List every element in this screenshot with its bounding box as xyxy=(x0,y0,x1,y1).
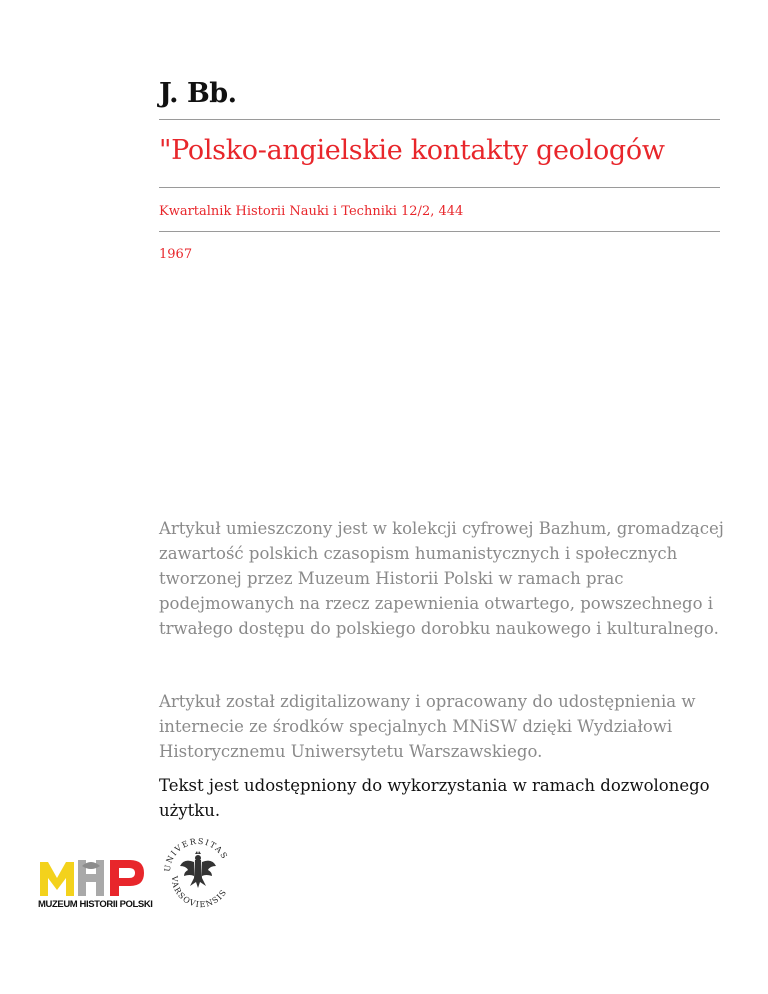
notice-paragraph-digitization: Artykuł został zdigitalizowany i opracowany do udostępnienia w internecie ze środków specjalnych MNiSW dzięki Wydziałowi Historycznemu Uniwersytetu Warszawskiego. xyxy=(159,692,696,761)
divider xyxy=(159,231,720,232)
publication-year: 1967 xyxy=(159,247,193,262)
article-title: "Polsko-angielskie kontakty geologów xyxy=(159,135,665,166)
source-citation: Kwartalnik Historii Nauki i Techniki 12/2, 444 xyxy=(159,204,464,219)
author: J. Bb. xyxy=(159,78,237,109)
svg-text:VARSOVIENSIS: VARSOVIENSIS xyxy=(169,875,229,910)
university-seal-icon xyxy=(158,830,238,910)
mhp-logo-label: MUZEUM HISTORII POLSKI xyxy=(38,899,153,910)
notice-paragraph-usage: Tekst jest udostępniony do wykorzystania w ramach dozwolonego użytku. xyxy=(159,776,710,820)
svg-text:UNIVERSITAS: UNIVERSITAS xyxy=(162,836,230,873)
divider xyxy=(159,187,720,188)
divider xyxy=(159,119,720,120)
notice-paragraph-collection: Artykuł umieszczony jest w kolekcji cyfrowej Bazhum, gromadzącej zawartość polskich czasopism humanistycznych i społecznych tworzonej przez Muzeum Historii Polski w ramach prac podejmowanych na rzecz zapewnienia otwartego, powszechnego i trwałego dostępu do polskiego dorobku naukowego i kulturalnego. xyxy=(159,519,724,638)
